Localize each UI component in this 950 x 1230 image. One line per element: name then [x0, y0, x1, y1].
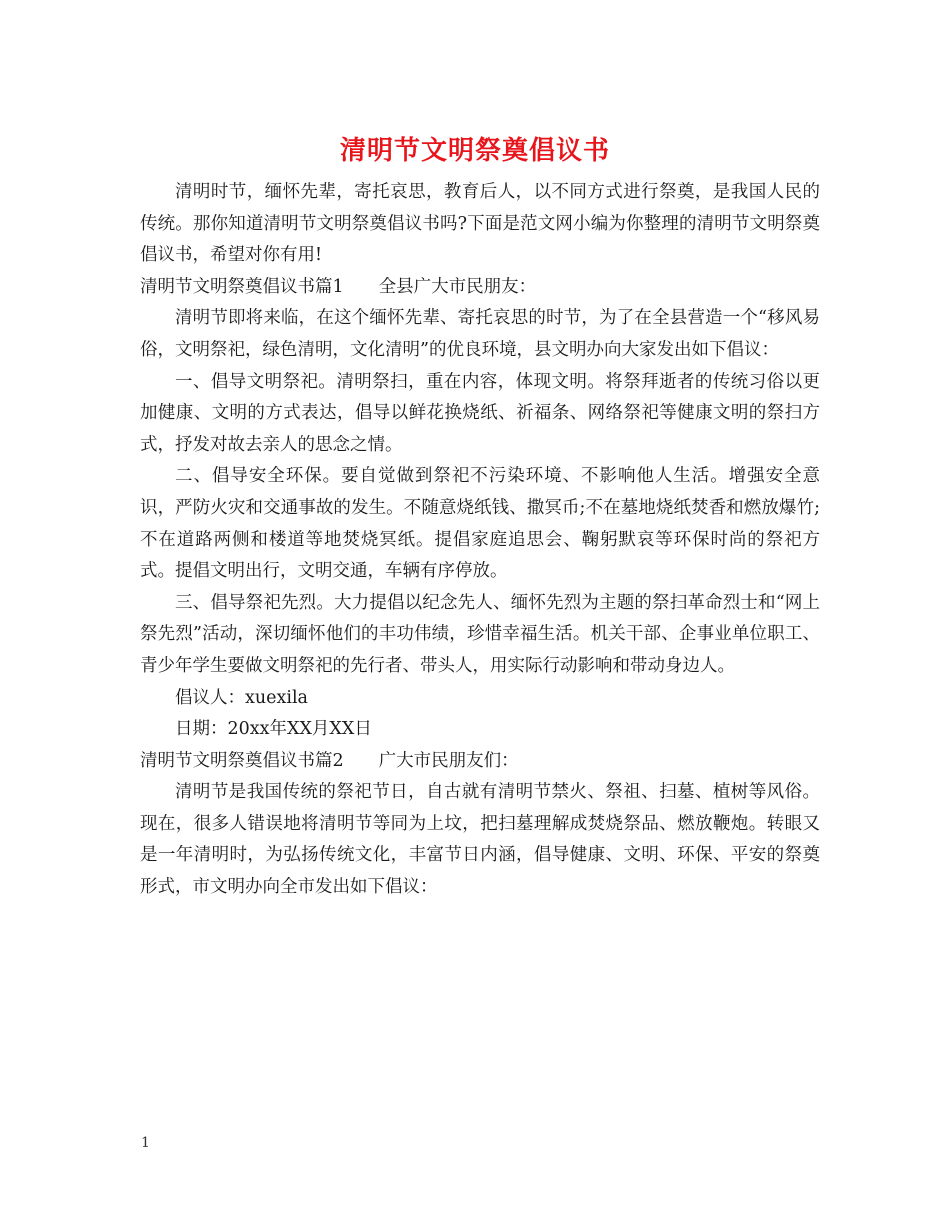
- intro-paragraph: 清明时节，缅怀先辈，寄托哀思，教育后人，以不同方式进行祭奠，是我国人民的传统。那你知道清明节文明祭奠倡议书吗?下面是范文网小编为你整理的清明节文明祭奠倡议书，希望对你有用!: [140, 182, 820, 266]
- section-1-paragraph-3: 二、倡导安全环保。要自觉做到祭祀不污染环境、不影响他人生活。增强安全意识，严防火灾和交通事故的发生。不随意烧纸钱、撒冥币;不在墓地烧纸焚香和燃放爆竹;不在道路两侧和楼道等地焚烧冥纸。提倡家庭追思会、鞠躬默哀等环保时尚的祭祀方式。提倡文明出行，文明交通，车辆有序停放。: [140, 466, 820, 582]
- section-1-paragraph-2: 一、倡导文明祭祀。清明祭扫，重在内容，体现文明。将祭拜逝者的传统习俗以更加健康、文明的方式表达，倡导以鲜花换烧纸、祈福条、网络祭祀等健康文明的祭扫方式，抒发对故去亲人的思念之情。: [140, 371, 820, 455]
- section-2-paragraph-1: 清明节是我国传统的祭祀节日，自古就有清明节禁火、祭祖、扫墓、植树等风俗。现在，很多人错误地将清明节等同为上坟，把扫墓理解成焚烧祭品、燃放鞭炮。转眼又是一年清明时，为弘扬传统文化，丰富节日内涵，倡导健康、文明、环保、平安的祭奠形式，市文明办向全市发出如下倡议：: [140, 782, 820, 898]
- section-1-paragraph-1: 清明节即将来临，在这个缅怀先辈、寄托哀思的时节，为了在全县营造一个“移风易俗，文明祭祀，绿色清明，文化清明”的优良环境，县文明办向大家发出如下倡议：: [140, 308, 820, 360]
- section-1-heading: 清明节文明祭奠倡议书篇1 全县广大市民朋友：: [140, 276, 537, 297]
- section-2-heading: 清明节文明祭奠倡议书篇2 广大市民朋友们：: [140, 750, 519, 771]
- section-1-paragraph-4: 三、倡导祭祀先烈。大力提倡以纪念先人、缅怀先烈为主题的祭扫革命烈士和“网上祭先烈”活动，深切缅怀他们的丰功伟绩，珍惜幸福生活。机关干部、企事业单位职工、青少年学生要做文明祭祀的先行者、带头人，用实际行动影响和带动身边人。: [140, 592, 820, 676]
- signer-line: 倡议人：xuexila: [175, 687, 308, 708]
- document-title: 清明节文明祭奠倡议书: [339, 136, 610, 166]
- date-line: 日期：20xx年XX月XX日: [175, 719, 372, 740]
- page-number: 1: [141, 1135, 150, 1151]
- document-body: [140, 177, 820, 904]
